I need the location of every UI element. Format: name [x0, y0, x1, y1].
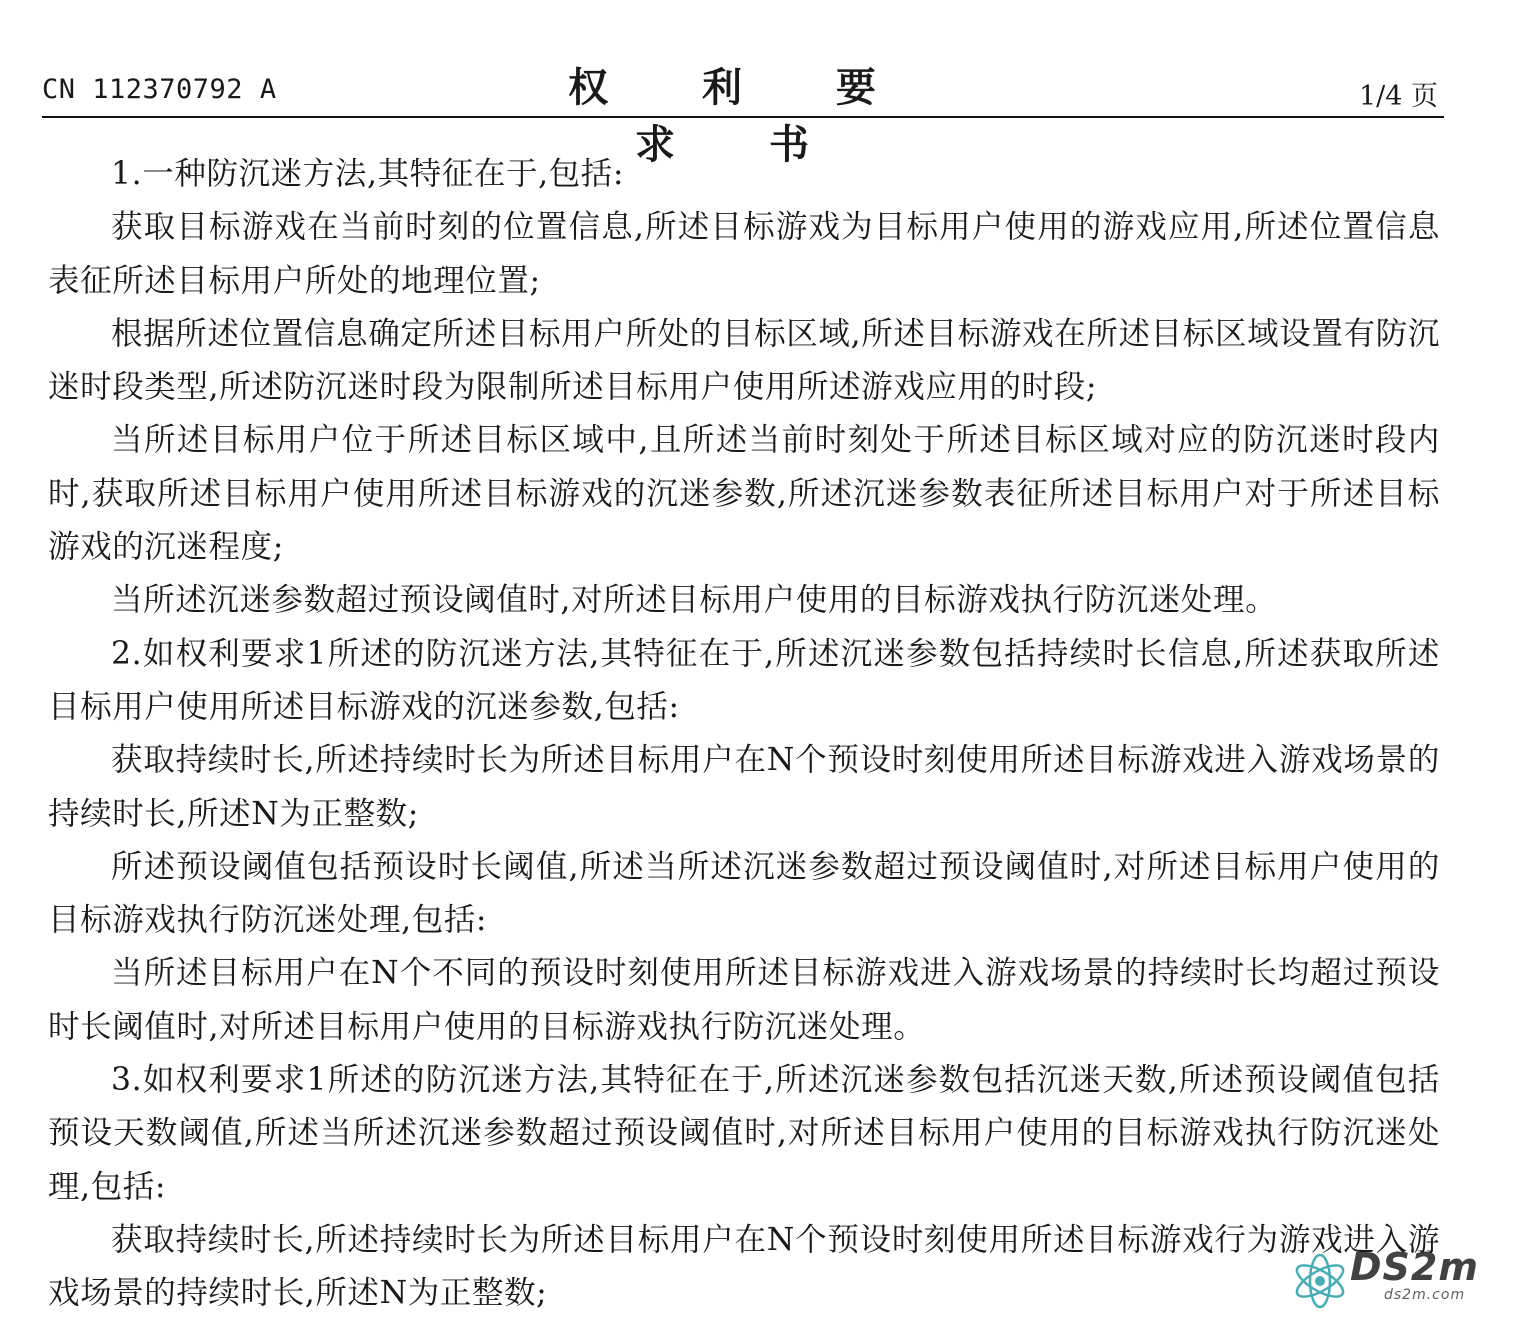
document-title: 权 利 要 求 书 — [568, 64, 916, 168]
publication-number: CN 112370792 A — [42, 74, 277, 105]
watermark-url: ds2m.com — [1384, 1287, 1466, 1303]
claim-paragraph: 当所述目标用户位于所述目标区域中,且所述当前时刻处于所述目标区域对应的防沉迷时段内时,获取所述目标用户使用所述目标游戏的沉迷参数,所述沉迷参数表征所述目标用户对于所述目标游戏的沉迷程度; — [48, 422, 1440, 566]
claim-paragraph: 当所述目标用户在N个不同的预设时刻使用所述目标游戏进入游戏场景的持续时长均超过预设时长阈值时,对所述目标用户使用的目标游戏执行防沉迷处理。 — [48, 955, 1440, 1045]
claim-paragraph: 3.如权利要求1所述的防沉迷方法,其特征在于,所述沉迷参数包括沉迷天数,所述预设阈值包括预设天数阈值,所述当所述沉迷参数超过预设阈值时,对所述目标用户使用的目标游戏执行防沉迷处理,包括: — [48, 1062, 1440, 1205]
page-header — [42, 52, 1444, 168]
claim-paragraph: 所述预设阈值包括预设时长阈值,所述当所述沉迷参数超过预设阈值时,对所述目标用户使用的目标游戏执行防沉迷处理,包括: — [48, 848, 1440, 939]
watermark-logo — [1288, 1245, 1508, 1311]
claim-paragraph: 获取目标游戏在当前时刻的位置信息,所述目标游戏为目标用户使用的游戏应用,所述位置信息表征所述目标用户所处的地理位置; — [48, 209, 1440, 299]
claim-paragraph: 2.如权利要求1所述的防沉迷方法,其特征在于,所述沉迷参数包括持续时长信息,所述获取所述目标用户使用所述目标游戏的沉迷参数,包括: — [48, 635, 1440, 725]
claim-paragraph: 当所述沉迷参数超过预设阈值时,对所述目标用户使用的目标游戏执行防沉迷处理。 — [111, 582, 1278, 619]
claim-paragraph: 获取持续时长,所述持续时长为所述目标用户在N个预设时刻使用所述目标游戏进入游戏场景的持续时长,所述N为正整数; — [48, 742, 1440, 832]
claim-paragraph: 1.一种防沉迷方法,其特征在于,包括: — [111, 156, 625, 192]
claims-body — [48, 148, 1440, 1321]
claim-paragraph: 获取持续时长,所述持续时长为所述目标用户在N个预设时刻使用所述目标游戏行为游戏进入游戏场景的持续时长,所述N为正整数; — [48, 1221, 1440, 1312]
claim-paragraph: 根据所述位置信息确定所述目标用户所处的目标区域,所述目标游戏在所述目标区域设置有防沉迷时段类型,所述防沉迷时段为限制所述目标用户使用所述游戏应用的时段; — [48, 315, 1440, 406]
watermark-brand: DS2m — [1350, 1245, 1479, 1289]
atom-icon — [1288, 1249, 1352, 1309]
page-number: 1/4 页 — [1358, 81, 1438, 112]
